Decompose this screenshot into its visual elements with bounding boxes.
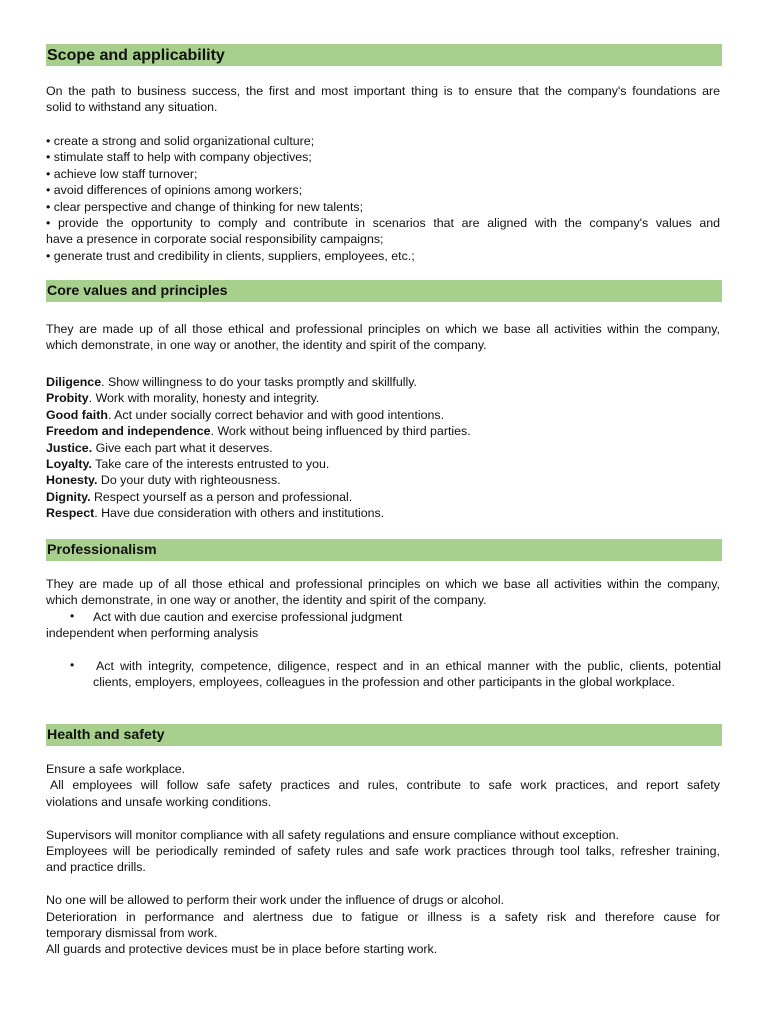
- prof-item-1-line-2: independent when performing analysis: [46, 626, 259, 640]
- prof-item-2: [93, 658, 721, 691]
- value-item-freedom: [46, 423, 720, 439]
- list-item-continuation: have a presence in corporate social responsibility campaigns;: [46, 232, 384, 247]
- value-desc: Give each part what it deserves.: [92, 440, 273, 455]
- value-item-diligence: [46, 374, 720, 390]
- section-title-core-values: Core values and principles: [47, 283, 228, 299]
- bullet-icon: •: [70, 609, 75, 623]
- core-intro-line-2: which demonstrate, in one way or another, the identity and spirit of the company.: [46, 338, 487, 353]
- value-term: Loyalty.: [46, 457, 92, 472]
- value-desc: Do your duty with righteousness.: [97, 473, 281, 488]
- value-term: Freedom and independence: [46, 424, 211, 439]
- health-line: Ensure a safe workplace.: [46, 762, 186, 776]
- health-line: temporary dismissal from work.: [46, 926, 218, 941]
- value-term: Dignity.: [46, 489, 91, 504]
- health-line: and practice drills.: [46, 860, 146, 875]
- prof-intro-line-1: They are made up of all those ethical and professional principles on which we base all activities within the company,: [46, 577, 720, 591]
- prof-item-2-line-1: Act with integrity, competence, diligence, respect and in an ethical manner with the public, clients, potential: [96, 659, 721, 673]
- list-item: • create a strong and solid organizational culture;: [46, 134, 315, 148]
- value-item-respect: [46, 505, 720, 521]
- value-desc: Take care of the interests entrusted to you.: [91, 457, 330, 472]
- value-desc: . Show willingness to do your tasks promptly and skillfully.: [101, 375, 417, 389]
- health-line: Supervisors will monitor compliance with all safety regulations and ensure compliance without exception.: [46, 827, 620, 842]
- scope-intro-line-2: solid to withstand any situation.: [46, 100, 218, 115]
- value-term: Good faith: [46, 407, 108, 422]
- scope-bullet-list: [46, 133, 720, 264]
- section-header-professionalism: [46, 539, 722, 561]
- value-desc: . Work without being influenced by third parties.: [210, 424, 471, 439]
- core-intro-line-1: They are made up of all those ethical and professional principles on which we base all activities within the company,: [46, 322, 720, 336]
- health-line: All employees will follow safe safety practices and rules, contribute to safe work practices, and report safety: [50, 778, 720, 793]
- value-term: Diligence: [46, 375, 102, 389]
- list-item: • avoid differences of opinions among workers;: [46, 183, 303, 198]
- prof-intro-line-2: which demonstrate, in one way or another, the identity and spirit of the company.: [46, 593, 487, 608]
- list-item: • generate trust and credibility in clients, suppliers, employees, etc.;: [46, 248, 415, 263]
- section-header-health-safety: [46, 724, 722, 746]
- prof-item-2-line-2: clients, employers, employees, colleagues in the profession and other participants in the global workplace.: [93, 675, 675, 690]
- health-line: Employees will be periodically reminded of safety rules and safe work practices through tool talks, refresher training,: [46, 844, 720, 859]
- value-desc: . Work with morality, honesty and integrity.: [88, 391, 320, 406]
- section-header-core-values: [46, 280, 722, 302]
- value-item-loyalty: [46, 456, 720, 472]
- value-item-good-faith: [46, 407, 720, 423]
- value-item-honesty: [46, 472, 720, 488]
- value-term: Respect: [46, 506, 95, 521]
- value-term: Honesty.: [46, 473, 98, 488]
- list-item: • clear perspective and change of thinking for new talents;: [46, 199, 364, 214]
- value-desc: . Act under socially correct behavior and with good intentions.: [107, 407, 445, 422]
- value-term: Probity: [46, 391, 89, 406]
- section-title-professionalism: Professionalism: [47, 542, 157, 558]
- value-term: Justice.: [46, 440, 93, 455]
- list-item: • provide the opportunity to comply and contribute in scenarios that are aligned with the company's values and: [46, 216, 720, 231]
- section-title-health-safety: Health and safety: [47, 727, 165, 743]
- section-title-scope: Scope and applicability: [47, 47, 225, 64]
- value-item-justice: [46, 440, 720, 456]
- section-header-scope: [46, 44, 722, 66]
- value-item-dignity: [46, 489, 720, 505]
- health-safety-body: [46, 761, 720, 958]
- value-desc: Respect yourself as a person and professional.: [90, 489, 353, 504]
- professionalism-intro: [46, 576, 720, 609]
- list-item: • achieve low staff turnover;: [46, 166, 198, 181]
- health-line: No one will be allowed to perform their work under the influence of drugs or alcohol.: [46, 893, 505, 908]
- health-line: Deterioration in performance and alertness due to fatigue or illness is a safety risk and therefore cause for: [46, 909, 720, 924]
- value-desc: . Have due consideration with others and institutions.: [94, 506, 385, 521]
- prof-item-1-line-1: Act with due caution and exercise professional judgment: [93, 610, 403, 624]
- core-values-list: [46, 374, 720, 522]
- scope-intro: [46, 83, 720, 116]
- scope-intro-line-1: On the path to business success, the first and most important thing is to ensure that the company's foundations are: [46, 84, 720, 98]
- bullet-icon: •: [70, 658, 75, 672]
- core-values-intro: [46, 321, 720, 354]
- value-item-probity: [46, 390, 720, 406]
- list-item: • stimulate staff to help with company objectives;: [46, 150, 312, 165]
- health-line: All guards and protective devices must be in place before starting work.: [46, 942, 438, 957]
- health-line: violations and unsafe working conditions.: [46, 794, 272, 809]
